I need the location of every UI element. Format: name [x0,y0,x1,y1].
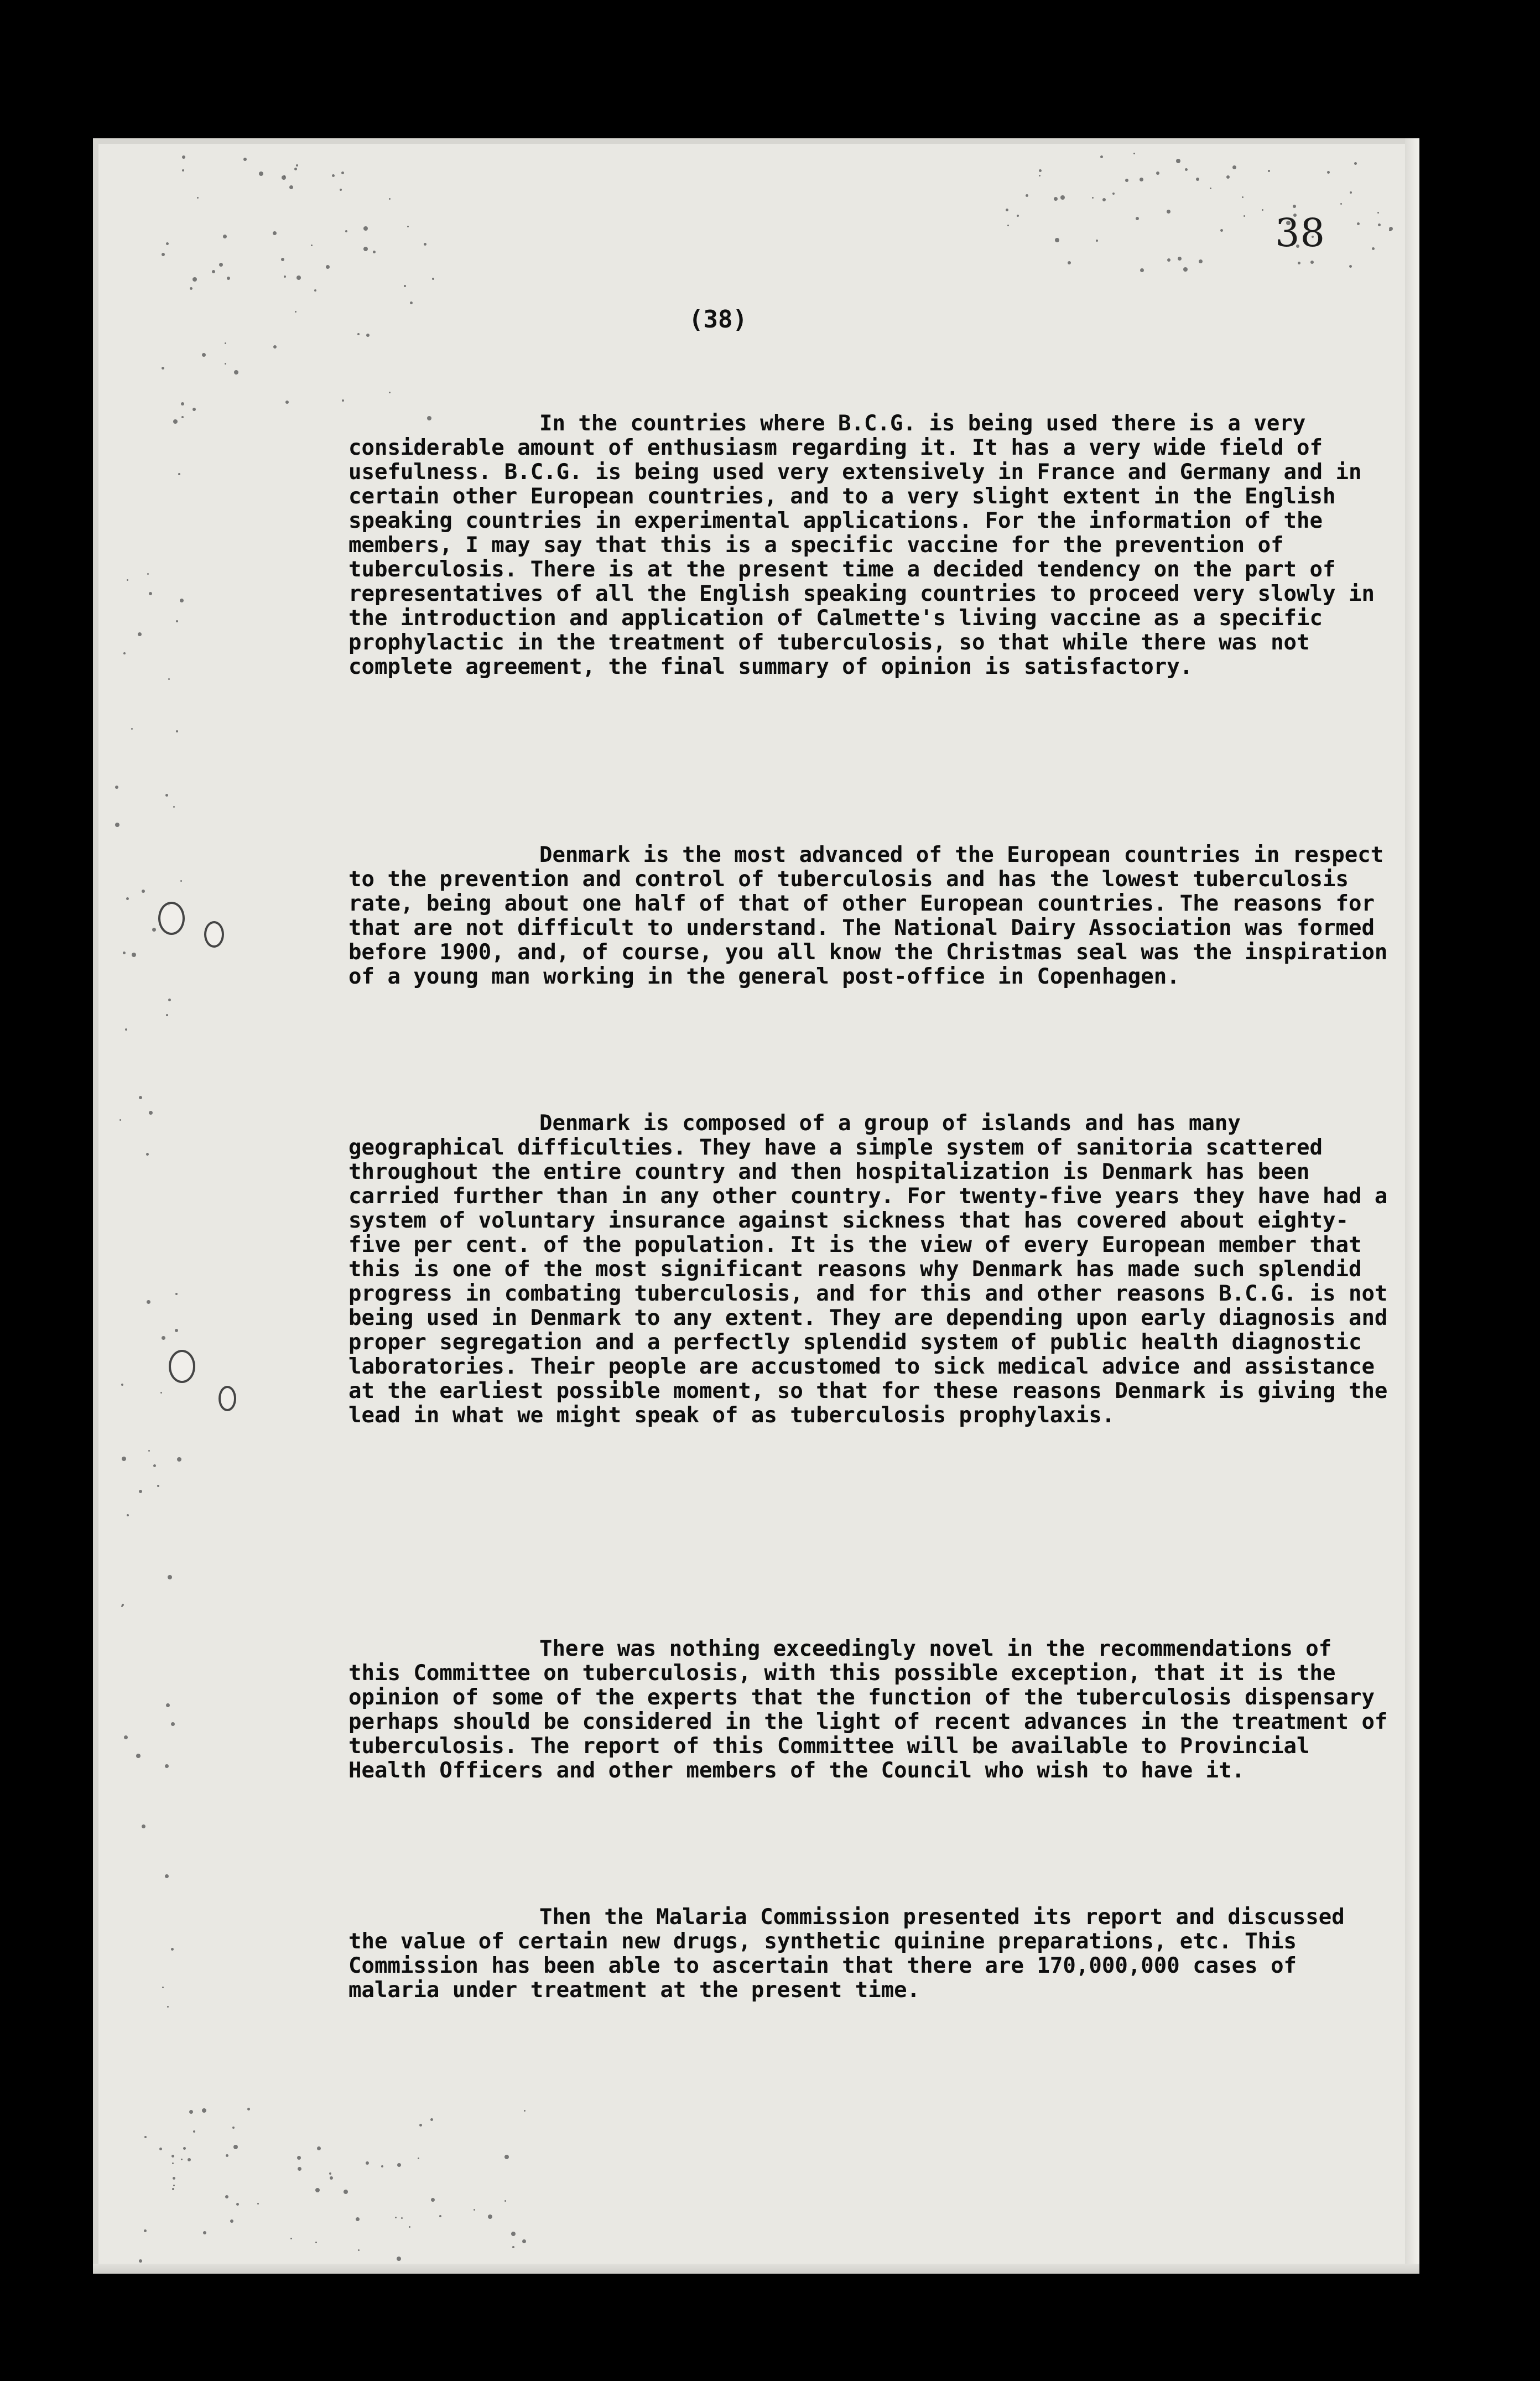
paper-speck [172,2162,174,2164]
paper-speck [1226,175,1230,179]
paragraph-denmark-advanced [348,819,1401,989]
paper-speck [1185,168,1188,171]
paper-speck [366,2161,369,2165]
paper-speck [329,2172,331,2175]
paper-speck [512,2246,514,2248]
paper-speck [1354,162,1357,165]
paper-speck [183,2147,186,2150]
paper-speck [167,2006,169,2008]
paper-speck [115,786,118,789]
paper-speck [1310,261,1314,264]
paper-speck [142,890,145,893]
paper-speck [1054,197,1058,201]
paper-speck [168,1575,172,1579]
paper-speck [1349,265,1352,268]
paper-speck [173,2185,175,2186]
paper-speck [409,2226,410,2228]
paper-speck [146,1153,149,1156]
paragraph-text: In the countries where B.C.G. is being used there is a very considerable amount of enthusiasm regarding it. It has a very wide field of usefulness. B.C.G. is being used very extensively in France and Germany and in certain other European countries, and to a very slight extent in the English speaking countries in experimental applications. For the information of the members, I may say that this is a specific vaccine for the prevention of tuberculosis. There is at the present time a decided tendency on the part of representatives of all the English speaking countries to proceed very slowly in the introduction and application of Calmette's living vaccine as a specific prophylactic in the treatment of tuberculosis, so that while there was not complete agreement, the final summary of opinion is satisfactory. [348,411,1388,679]
paper-speck [202,353,206,357]
paper-speck [397,2163,401,2167]
paper-speck [1006,209,1008,211]
paper-speck [147,1300,150,1304]
paper-speck [1232,165,1236,169]
paper-speck [284,275,286,278]
paper-speck [314,289,316,292]
paper-speck [173,419,178,424]
paper-speck [127,1514,129,1516]
paper-speck [407,226,409,227]
punch-hole-icon [218,1386,236,1411]
paper-speck [345,230,347,232]
paper-speck [166,242,169,245]
paper-speck [418,2158,419,2159]
paper-speck [236,2203,239,2206]
paper-speck [181,402,184,406]
paper-speck [363,247,368,251]
paper-speck [176,620,178,622]
paper-speck [188,2158,191,2161]
paper-speck [1389,230,1391,231]
paper-speck [243,158,247,161]
paper-speck [1220,229,1223,232]
paper-speck [144,2136,147,2138]
paper-speck [317,2146,321,2150]
paper-speck [157,1485,159,1487]
paper-speck [119,1119,121,1121]
paper-speck [488,2214,492,2219]
paper-speck [139,1490,142,1493]
punch-hole-icon [158,902,185,935]
paper-speck [165,1874,169,1878]
paragraph-bcg-vaccine [348,387,1388,679]
paper-speck [358,2249,360,2251]
paper-speck [165,1764,169,1768]
paper-speck [139,1096,142,1099]
paper-speck [1183,267,1188,272]
paper-speck [182,155,185,159]
paper-speck [1167,210,1170,214]
paper-speck [152,928,156,932]
paper-speck [168,678,170,680]
paragraph-committee-recommendations [348,1613,1401,1783]
paper-speck [122,1457,126,1461]
paper-speck [247,2108,250,2110]
paper-speck [1176,159,1180,163]
paragraph-text: There was nothing exceedingly novel in the recommendations of this Committee on tuberculosis, with this possible exception, that it is the opinion of some of the experts that the function of the tuberculosis dispensary perhaps should be considered in the light of recent advances in the treatment of tuberculosis. The report of this Committee will be available to Provincial Health Officers and other members of the Council who wish to have it. [348,1636,1401,1783]
paper-speck [294,168,297,170]
paper-speck [1096,240,1098,242]
paper-speck [404,285,406,287]
paper-speck [138,632,142,636]
paper-speck [326,265,330,269]
paper-speck [160,1392,162,1394]
paper-speck [1378,223,1381,226]
paper-speck [431,2198,435,2202]
paper-speck [162,367,164,370]
punch-hole-icon [169,1350,195,1383]
paragraph-text: Then the Malaria Commission presented its report and discussed the value of certain new drugs, synthetic quinine preparations, etc. This Commission has been able to ascertain that there are 170,000,000 cases of malaria under treatment at the present time. [348,1905,1358,2003]
paper-speck [234,370,238,375]
paper-speck [1102,198,1106,201]
paper-speck [192,408,196,411]
paragraph-denmark-islands [348,1087,1401,1428]
paper-speck [430,2118,433,2121]
paper-speck [297,2156,301,2160]
paper-speck [282,175,286,180]
paper-speck [233,2145,238,2149]
paper-speck [127,579,128,581]
paper-speck [144,2229,147,2232]
paper-speck [1100,155,1103,158]
paper-speck [193,2130,195,2133]
paper-speck [1092,197,1094,199]
paper-speck [1140,178,1143,181]
paper-speck [424,243,426,246]
paragraph-malaria-commission [348,1881,1388,2003]
paper-speck [357,333,360,335]
paper-speck [123,652,126,654]
paper-speck [142,1824,145,1828]
paper-speck [166,1014,168,1016]
paper-speck [172,2188,174,2190]
paper-speck [230,2219,233,2223]
paper-speck [225,2195,228,2198]
paper-speck [122,1604,124,1606]
paper-speck [340,189,342,191]
paper-speck [295,311,296,313]
paper-speck [522,2239,526,2243]
paper-speck [177,1457,181,1462]
paper-speck [1372,247,1375,250]
paper-speck [223,235,227,238]
paper-speck [257,2203,259,2205]
paper-speck [190,287,192,290]
paper-speck [315,2242,317,2243]
paper-speck [192,277,197,282]
paper-speck [281,258,284,261]
paper-speck [332,174,335,177]
paper-speck [524,2110,526,2112]
paper-speck [1125,179,1128,182]
paper-speck [1242,196,1244,198]
paper-speck [159,2148,162,2150]
paper-speck [366,334,370,337]
paper-speck [397,2257,401,2261]
paragraph-text: Denmark is the most advanced of the European countries in respect to the prevention and control of tuberculosis and has the lowest tuberculosis rate, being about one half of that of other European countries. The reasons for that are not difficult to understand. The National Dairy Association was formed before 1900, and, of course, you all know the Christmas seal was the inspiration of a young man working in the general post-office in Copenhagen. [348,843,1401,989]
paper-speck [504,2155,509,2159]
paper-speck [132,953,136,957]
paper-speck [202,2108,206,2113]
paper-speck [356,2217,360,2221]
paper-speck [162,253,165,256]
paragraph-text: Denmark is composed of a group of islands and has many geographical difficulties. They have a simple system of sanitoria scattered throughout the entire country and then hospitalization is Denmark has been carried further than in any other country. For twenty-five years they have had a system of voluntary insurance against sickness that has covered about eighty-five per cent. of the population. It is the view of every European member that this is one of the most significant reasons why Denmark has made such splendid progress in combating tuberculosis, and for this and other reasons B.C.G. is not being used in Denmark to any extent. They are depending upon early diagnosis and proper segregation and a perfectly splendid system of public health diagnostic laboratories. Their people are accustomed to sick medical advice and assistance at the earliest possible moment, so that for these reasons Denmark is giving the lead in what we might speak of as tuberculosis prophylaxis. [348,1111,1401,1428]
paper-speck [474,2209,475,2211]
paper-speck [1210,188,1211,189]
paper-speck [298,2167,301,2171]
paper-speck [203,2231,206,2234]
paper-speck [171,1948,174,1951]
paper-speck [504,2200,506,2202]
paper-speck [1196,178,1199,181]
paper-speck [1068,261,1071,264]
paper-speck [171,2155,174,2158]
paper-speck [225,363,226,365]
paper-speck [171,1722,175,1726]
paper-speck [1293,205,1296,208]
paper-speck [1133,153,1135,154]
paper-speck [1298,262,1300,264]
paper-speck [439,2215,441,2217]
paper-speck [285,401,289,404]
paper-speck [1262,209,1263,211]
paper-speck [232,2127,235,2129]
paper-speck [175,1329,178,1332]
paper-speck [1178,257,1182,261]
paper-speck [344,2190,348,2194]
paper-speck [432,278,434,280]
paper-speck [227,277,230,280]
paper-speck [197,197,199,199]
paper-speck [123,952,126,954]
paper-speck [115,823,119,827]
paper-speck [181,2159,183,2160]
paper-speck [342,399,344,402]
paper-speck [148,1450,150,1452]
paper-speck [330,2176,333,2180]
paper-speck [311,245,313,246]
paper-speck [162,1336,165,1340]
paper-speck [1060,195,1065,200]
paper-speck [126,897,129,900]
paper-speck [401,2217,403,2219]
stamped-page-number: 38 [1275,210,1326,256]
paper-speck [511,2232,516,2236]
paper-speck [136,1754,141,1758]
paper-speck [176,730,178,732]
paper-speck [1140,268,1144,272]
paper-speck [341,171,344,174]
paper-speck [1026,194,1028,197]
paper-speck [373,251,376,253]
paper-speck [296,164,298,167]
paper-speck [1112,193,1115,195]
paper-speck [189,2110,193,2114]
paper-speck [1167,258,1170,262]
paper-speck [290,2238,292,2239]
paper-speck [273,345,277,349]
paper-speck [1377,212,1379,214]
paper-speck [1350,191,1352,194]
paper-speck [296,275,301,280]
paper-speck [124,1735,128,1739]
paper-speck [389,198,391,200]
paper-speck [180,880,182,882]
paper-speck [1039,169,1042,172]
paper-speck [226,2154,228,2157]
paper-speck [225,342,226,344]
paper-speck [212,270,215,273]
paper-speck [168,999,171,1001]
paper-speck [1156,171,1159,175]
paper-speck [175,1293,178,1295]
paper-speck [153,1464,156,1467]
paper-speck [1017,215,1019,217]
paper-speck [1340,203,1342,205]
paper-speck [1357,222,1360,225]
typed-page-number: (38) [689,305,747,334]
paper-speck [1244,215,1245,217]
paper-speck [166,1703,170,1707]
paper-speck [173,2177,175,2180]
paper-speck [1007,225,1009,226]
paper-speck [121,1384,123,1386]
punch-hole-icon [204,921,224,948]
paper-speck [162,1987,164,1988]
paper-speck [131,728,133,730]
paper-speck [149,1111,153,1115]
paper-speck [419,2124,422,2127]
paper-speck [259,171,263,176]
paper-speck [180,599,184,602]
paper-speck [173,806,175,808]
paper-speck [149,592,152,595]
paper-speck [315,2188,320,2192]
paper-speck [1055,238,1059,242]
paper-speck [1268,170,1270,172]
paper-speck [395,2217,397,2218]
paper-speck [381,2165,383,2167]
paper-speck [1039,175,1040,176]
paper-speck [1327,171,1330,174]
paper-speck [147,573,149,575]
paper-speck [289,185,293,189]
paper-speck [182,169,184,171]
paper-speck [219,263,223,267]
paper-speck [125,1028,127,1031]
paper-speck [1136,217,1139,220]
paper-speck [181,416,184,418]
paper-speck [1199,259,1203,263]
paper-speck [139,2259,142,2263]
paper-speck [178,473,180,475]
paper-speck [363,226,368,231]
paper-speck [165,794,168,797]
paper-speck [273,231,277,235]
paper-speck [410,301,413,304]
